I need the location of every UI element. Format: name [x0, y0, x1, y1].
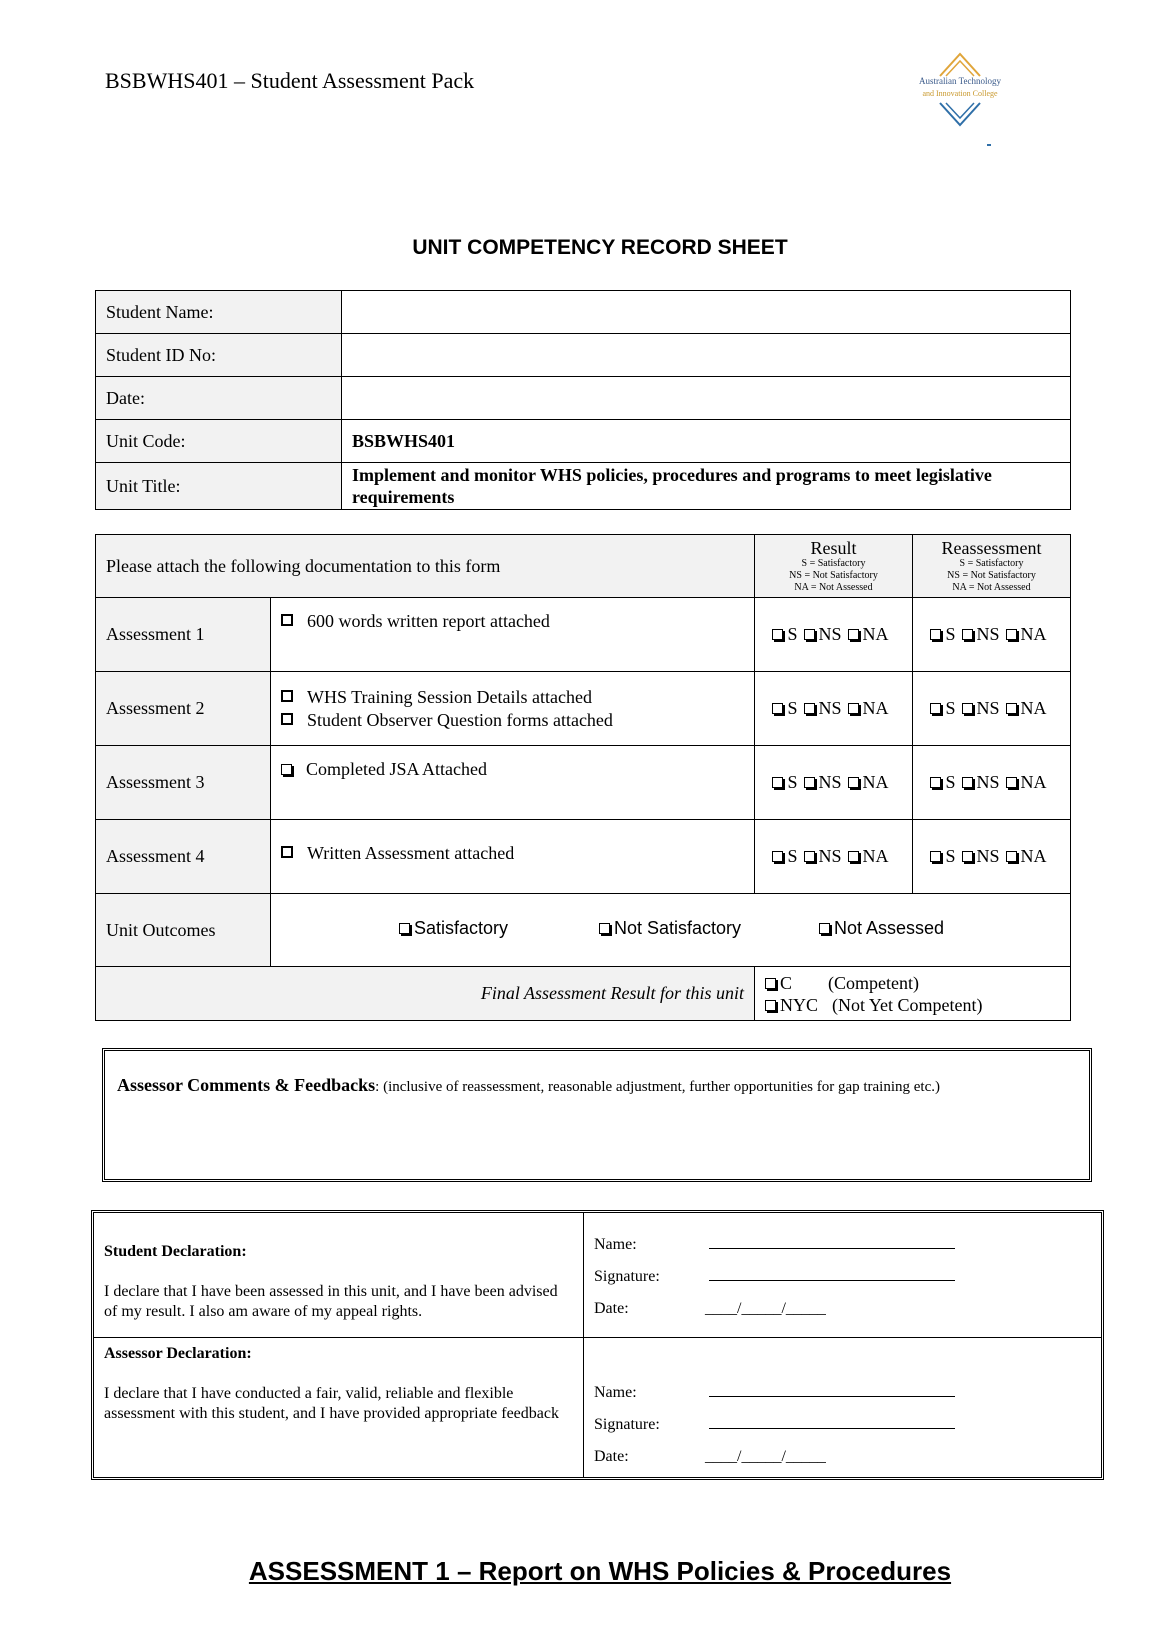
- option-ns[interactable]: NS: [804, 624, 842, 644]
- assessor-signoff: [594, 1377, 1094, 1473]
- page-title: UNIT COMPETENCY RECORD SHEET: [412, 236, 788, 259]
- outcome-satisfactory[interactable]: Satisfactory: [399, 918, 508, 939]
- option-na[interactable]: NA: [848, 698, 889, 718]
- option-na[interactable]: NA: [848, 624, 889, 644]
- student-info-table: [95, 290, 1071, 510]
- assessor-declaration: [104, 1345, 574, 1424]
- checkbox-icon[interactable]: [281, 690, 293, 702]
- option-s[interactable]: S: [772, 772, 797, 792]
- documentation-instruction: Please attach the following documentation to this form: [96, 535, 755, 598]
- logo-text-line2: and Innovation College: [922, 89, 998, 98]
- reassessment-options: [913, 820, 1071, 894]
- checkbox-icon[interactable]: [848, 777, 859, 788]
- result-title: Result: [810, 537, 857, 558]
- final-result-options: [755, 967, 1071, 1021]
- unit-title-value: Implement and monitor WHS policies, procedures and programs to meet legislative requirements: [342, 463, 1071, 510]
- option-s[interactable]: S: [772, 698, 797, 718]
- checkbox-icon[interactable]: [930, 703, 941, 714]
- assessment-label: Assessment 3: [96, 746, 271, 820]
- signature-label: Signature:: [594, 1416, 660, 1433]
- assessor-name-line[interactable]: [709, 1382, 955, 1397]
- result-header: [755, 535, 913, 598]
- checkbox-icon[interactable]: [599, 923, 610, 934]
- attachment-item[interactable]: Written Assessment attached: [281, 842, 744, 865]
- unit-code-value: BSBWHS401: [342, 420, 1071, 463]
- option-s[interactable]: S: [772, 624, 797, 644]
- assessment-items: [271, 598, 755, 672]
- option-s[interactable]: S: [772, 846, 797, 866]
- checkbox-icon[interactable]: [930, 629, 941, 640]
- checkbox-icon[interactable]: [765, 1000, 776, 1011]
- checkbox-icon[interactable]: [1006, 629, 1017, 640]
- option-ns[interactable]: NS: [962, 698, 1000, 718]
- final-option-c[interactable]: C (Competent): [765, 972, 1060, 994]
- checkbox-icon[interactable]: [772, 703, 783, 714]
- assessment-row: [96, 746, 1071, 820]
- comments-label: Assessor Comments & Feedbacks: [117, 1075, 376, 1095]
- checkbox-icon[interactable]: [281, 614, 293, 626]
- documentation-table: [95, 534, 1071, 1021]
- option-s[interactable]: S: [930, 846, 955, 866]
- student-name-label: Student Name:: [96, 291, 342, 334]
- option-na[interactable]: NA: [848, 846, 889, 866]
- option-ns[interactable]: NS: [962, 624, 1000, 644]
- checkbox-icon[interactable]: [804, 777, 815, 788]
- checkbox-icon[interactable]: [804, 629, 815, 640]
- final-result-label: Final Assessment Result for this unit: [96, 967, 755, 1021]
- checkbox-icon[interactable]: [1006, 703, 1017, 714]
- result-options: [755, 598, 913, 672]
- assessor-declaration-title: Assessor Declaration:: [104, 1345, 252, 1362]
- final-result-row: [96, 967, 1071, 1021]
- checkbox-icon[interactable]: [804, 851, 815, 862]
- legend-na: NA = Not Assessed: [794, 581, 873, 593]
- date-label: Date:: [594, 1448, 629, 1465]
- assessment-row: [96, 598, 1071, 672]
- date-label: Date:: [96, 377, 342, 420]
- checkbox-icon[interactable]: [848, 629, 859, 640]
- unit-code-label: Unit Code:: [96, 420, 342, 463]
- document-header: BSBWHS401 – Student Assessment Pack: [105, 68, 475, 93]
- attachment-item[interactable]: WHS Training Session Details attached: [281, 686, 744, 709]
- student-declaration-text: I declare that I have been assessed in this unit, and I have been advised of my result. I also am aware of my appeal rights.: [104, 1283, 558, 1320]
- checkbox-icon[interactable]: [848, 703, 859, 714]
- option-ns[interactable]: NS: [962, 846, 1000, 866]
- option-ns[interactable]: NS: [804, 698, 842, 718]
- reassessment-options: [913, 672, 1071, 746]
- assessment-label: Assessment 2: [96, 672, 271, 746]
- checkbox-icon[interactable]: [930, 777, 941, 788]
- legend-ns: NS = Not Satisfactory: [947, 569, 1036, 581]
- checkbox-icon[interactable]: [1006, 777, 1017, 788]
- option-ns[interactable]: NS: [804, 772, 842, 792]
- student-id-label: Student ID No:: [96, 334, 342, 377]
- option-s[interactable]: S: [930, 624, 955, 644]
- checkbox-icon[interactable]: [962, 703, 973, 714]
- option-na[interactable]: NA: [1006, 846, 1047, 866]
- checkbox-icon[interactable]: [1006, 851, 1017, 862]
- assessment-row: [96, 820, 1071, 894]
- reassessment-options: [913, 598, 1071, 672]
- logo-text-line1: Australian Technology: [919, 76, 1001, 86]
- assessment-items: [271, 820, 755, 894]
- assessment-items: [271, 746, 755, 820]
- option-na[interactable]: NA: [848, 772, 889, 792]
- reassessment-options: [913, 746, 1071, 820]
- name-label: Name:: [594, 1236, 637, 1253]
- assessor-signature-line[interactable]: [709, 1414, 955, 1429]
- option-s[interactable]: S: [930, 698, 955, 718]
- unit-outcomes-label: Unit Outcomes: [96, 894, 271, 967]
- checkbox-icon[interactable]: [772, 777, 783, 788]
- student-date-field[interactable]: ____/_____/_____: [705, 1300, 826, 1317]
- attachment-item[interactable]: Student Observer Question forms attached: [281, 709, 744, 732]
- legend-na: NA = Not Assessed: [952, 581, 1031, 593]
- reassessment-title: Reassessment: [941, 537, 1042, 558]
- assessment-1-title: ASSESSMENT 1 – Report on WHS Policies & Procedures: [248, 1556, 952, 1586]
- checkbox-icon[interactable]: [962, 629, 973, 640]
- checkbox-icon[interactable]: [765, 978, 776, 989]
- checkbox-icon[interactable]: [819, 923, 830, 934]
- legend-s: S = Satisfactory: [959, 557, 1024, 569]
- option-ns[interactable]: NS: [804, 846, 842, 866]
- checkbox-icon[interactable]: [772, 851, 783, 862]
- checkbox-icon[interactable]: [804, 703, 815, 714]
- checkbox-icon[interactable]: [772, 629, 783, 640]
- attachment-item[interactable]: 600 words written report attached: [281, 610, 744, 633]
- assessment-items: [271, 672, 755, 746]
- legend-ns: NS = Not Satisfactory: [789, 569, 878, 581]
- legend-s: S = Satisfactory: [801, 557, 866, 569]
- comments-note: : (inclusive of reassessment, reasonable adjustment, further opportunities for gap training etc.): [375, 1079, 940, 1095]
- student-declaration: [104, 1243, 564, 1322]
- date-label: Date:: [594, 1300, 629, 1317]
- option-na[interactable]: NA: [1006, 772, 1047, 792]
- unit-outcomes-row: [96, 894, 1071, 967]
- checkbox-icon[interactable]: [399, 923, 410, 934]
- checkbox-icon[interactable]: [962, 851, 973, 862]
- outcome-not-assessed[interactable]: Not Assessed: [819, 918, 944, 939]
- checkbox-icon[interactable]: [848, 851, 859, 862]
- name-label: Name:: [594, 1384, 637, 1401]
- student-name-field[interactable]: [342, 291, 1071, 334]
- unit-title-label: Unit Title:: [96, 463, 342, 510]
- declarations-table: [91, 1210, 1104, 1480]
- final-option-nyc[interactable]: NYC (Not Yet Competent): [765, 994, 1060, 1016]
- student-id-field[interactable]: [342, 334, 1071, 377]
- student-signoff: [594, 1229, 1094, 1325]
- date-field[interactable]: [342, 377, 1071, 420]
- signature-label: Signature:: [594, 1268, 660, 1285]
- logo-diamond-icon: [905, 48, 1015, 153]
- student-declaration-title: Student Declaration:: [104, 1243, 247, 1260]
- checkbox-icon[interactable]: [281, 846, 293, 858]
- assessment-label: Assessment 1: [96, 598, 271, 672]
- checkbox-icon[interactable]: [281, 713, 293, 725]
- option-na[interactable]: NA: [1006, 624, 1047, 644]
- checkbox-icon[interactable]: [962, 777, 973, 788]
- result-options: [755, 820, 913, 894]
- student-name-line[interactable]: [709, 1234, 955, 1249]
- assessment-row: [96, 672, 1071, 746]
- option-ns[interactable]: NS: [962, 772, 1000, 792]
- assessor-declaration-text: I declare that I have conducted a fair, valid, reliable and flexible assessment with this student, and I have provided appropriate feedback: [104, 1385, 559, 1422]
- option-s[interactable]: S: [930, 772, 955, 792]
- outcome-not-satisfactory[interactable]: Not Satisfactory: [599, 918, 741, 939]
- option-na[interactable]: NA: [1006, 698, 1047, 718]
- attachment-item[interactable]: Completed JSA Attached: [281, 758, 744, 781]
- assessor-date-field[interactable]: ____/_____/_____: [705, 1448, 826, 1465]
- checkbox-icon[interactable]: [930, 851, 941, 862]
- student-signature-line[interactable]: [709, 1266, 955, 1281]
- unit-outcomes-options: [271, 894, 1071, 967]
- assessor-comments-box[interactable]: [102, 1048, 1092, 1182]
- reassessment-header: [913, 535, 1071, 598]
- result-options: [755, 672, 913, 746]
- result-options: [755, 746, 913, 820]
- assessment-label: Assessment 4: [96, 820, 271, 894]
- checkbox-icon[interactable]: [281, 764, 292, 775]
- college-logo: [905, 48, 1015, 153]
